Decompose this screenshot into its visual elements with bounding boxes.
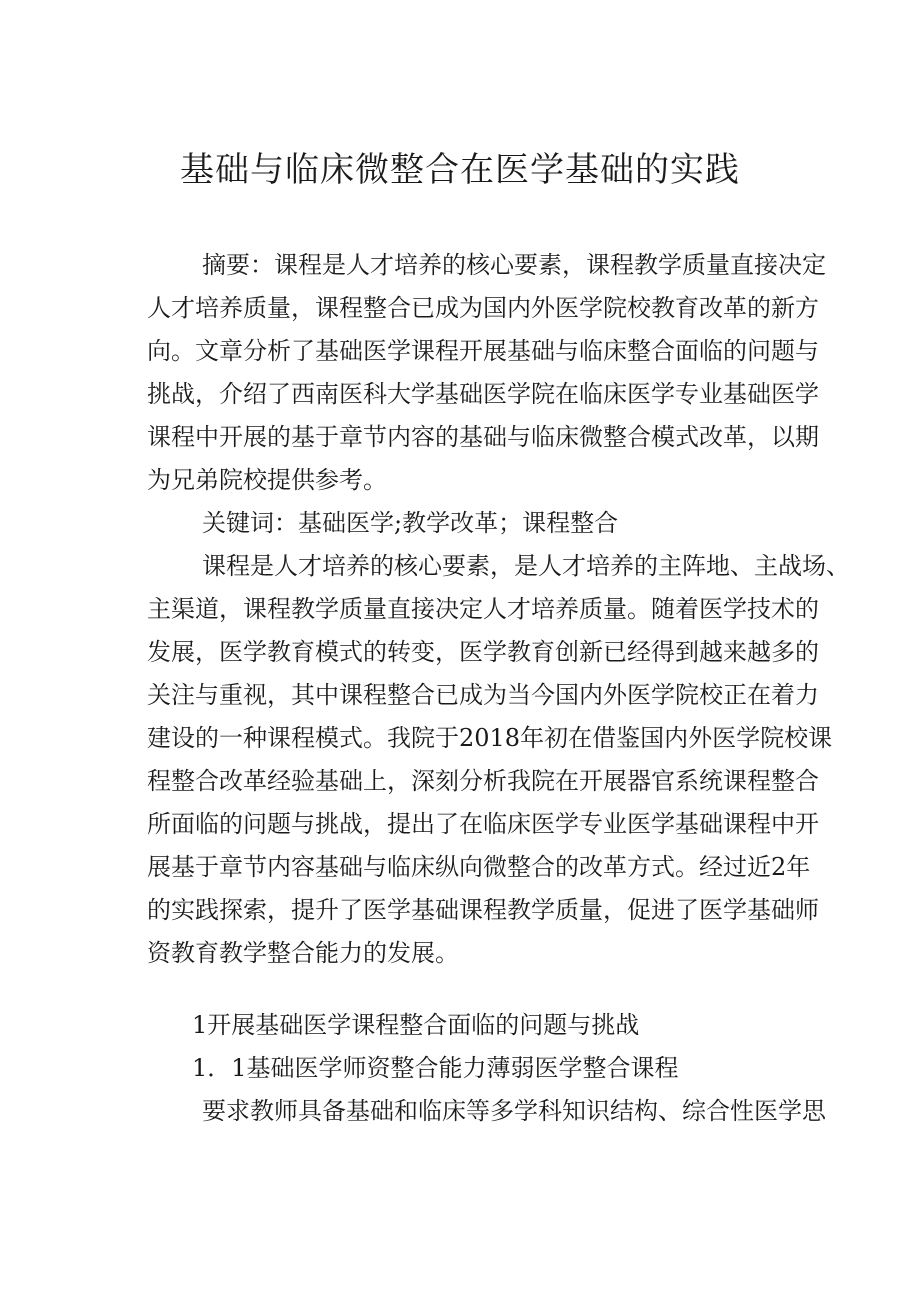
paragraph-line: 要求教师具备基础和临床等多学科知识结构、综合性医学思 xyxy=(202,1097,826,1125)
paragraph-line: 关注与重视，其中课程整合已成为当今国内外医学院校正在着力 xyxy=(147,681,819,709)
paragraph-line: 主渠道，课程教学质量直接决定人才培养质量。随着医学技术的 xyxy=(147,595,819,623)
abstract-line: 人才培养质量，课程整合已成为国内外医学院校教育改革的新方 xyxy=(147,294,819,322)
paragraph-line: 程整合改革经验基础上，深刻分析我院在开展器官系统课程整合 xyxy=(147,767,819,795)
abstract-line: 课程中开展的基于章节内容的基础与临床微整合模式改革，以期 xyxy=(147,423,819,451)
paragraph-line: 所面临的问题与挑战，提出了在临床医学专业医学基础课程中开 xyxy=(147,810,819,838)
paragraph-line: 发展，医学教育模式的转变，医学教育创新已经得到越来越多的 xyxy=(147,638,819,666)
abstract-line: 向。文章分析了基础医学课程开展基础与临床整合面临的问题与 xyxy=(147,337,819,365)
page-title: 基础与临床微整合在医学基础的实践 xyxy=(180,150,740,190)
abstract-line: 为兄弟院校提供参考。 xyxy=(147,466,387,494)
keywords: 关键词：基础医学;教学改革；课程整合 xyxy=(202,509,619,537)
subsection-heading: 1．1基础医学师资整合能力薄弱医学整合课程 xyxy=(192,1054,679,1082)
abstract-line: 摘要：课程是人才培养的核心要素，课程教学质量直接决定 xyxy=(202,251,826,279)
paragraph-line: 资教育教学整合能力的发展。 xyxy=(147,939,459,967)
paragraph-line: 展基于章节内容基础与临床纵向微整合的改革方式。经过近2年 xyxy=(147,853,811,881)
paragraph-line: 课程是人才培养的核心要素，是人才培养的主阵地、主战场、 xyxy=(202,552,850,580)
paragraph-line: 建设的一种课程模式。我院于2018年初在借鉴国内外医学院校课 xyxy=(147,724,833,752)
section-heading: 1开展基础医学课程整合面临的问题与挑战 xyxy=(192,1011,640,1039)
paragraph-line: 的实践探索，提升了医学基础课程教学质量，促进了医学基础师 xyxy=(147,896,819,924)
abstract-line: 挑战，介绍了西南医科大学基础医学院在临床医学专业基础医学 xyxy=(147,380,819,408)
